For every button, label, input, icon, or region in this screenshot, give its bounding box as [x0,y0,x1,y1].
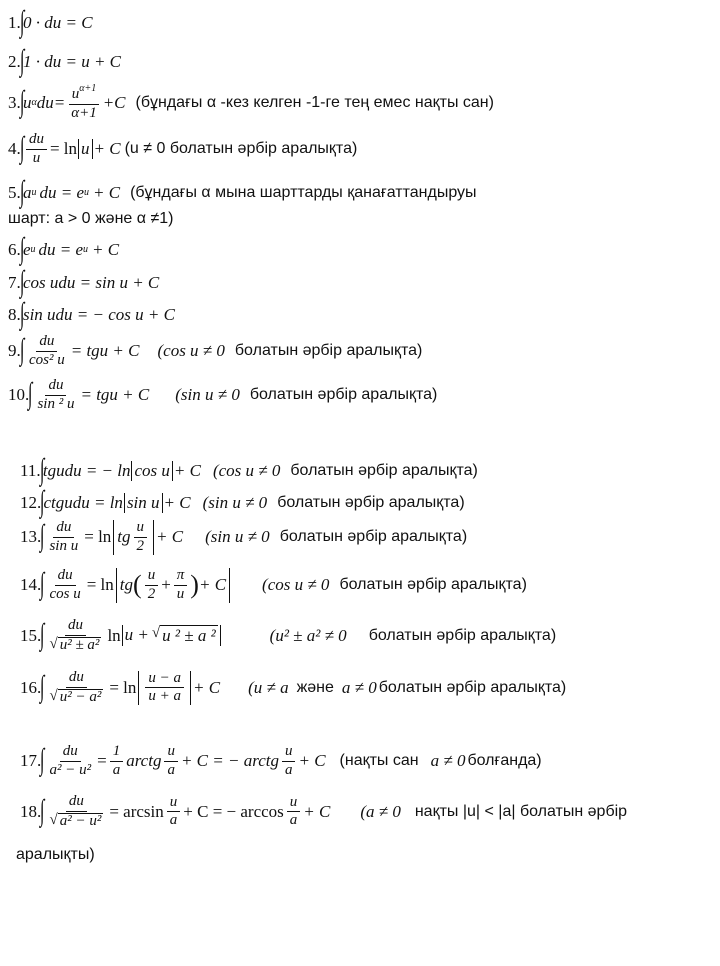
formula-note: болатын әрбір аралықта) [368,626,557,644]
formula-8 [8,297,175,330]
formula-number: 16. [20,677,42,697]
absolute-value [138,671,191,706]
formula-condition: (sin u ≠ 0 [175,385,240,405]
fraction-numerator: du [66,794,87,812]
formula-15 [20,618,556,654]
abs-content: u + [124,625,149,645]
argument-fraction-2 [287,795,301,830]
fraction-denominator: cos² u [28,351,65,368]
formula-number: 10. [8,385,30,405]
integral-sign: ∫ [40,485,45,518]
formula-lhs: tgudu = − ln [42,461,131,481]
formula-5 [8,175,477,208]
formula-rhs: +C [102,92,126,112]
formula-lhs: ctgudu = ln [43,493,123,513]
integral-sign: ∫ [19,5,25,38]
formula-rhs: + C [93,183,121,203]
inner-fraction [134,520,148,555]
fraction [68,84,100,122]
formula-18 [20,794,627,830]
argument-numerator: u [287,795,301,813]
inner-fraction-a [145,568,159,603]
exponent: u [31,187,37,199]
formula-joiner: және [296,678,334,696]
integral-sign: ∫ [39,453,44,486]
inner-denominator: u + a [148,688,182,705]
argument-numerator: u [282,744,296,762]
formula-11 [20,453,478,486]
coefficient-denominator: a [112,761,121,778]
formula-number: 14. [20,575,42,595]
formula-number: 5. [8,183,21,203]
integral-sign: ∫ [40,793,45,827]
formula-number: 3. [8,92,21,112]
fraction [46,794,106,830]
fraction-denominator: a² − u² [59,812,102,829]
formula-13 [20,520,467,555]
tg-function: tg [117,527,131,547]
fraction-numerator: du [65,618,86,636]
formula-3 [8,84,494,122]
formula-middle: du = e [39,183,84,203]
formula-18-continuation [16,846,95,864]
fraction-numerator: u [71,86,80,102]
fraction-denominator: sin ² u [37,395,75,412]
formula-number: 12. [20,493,42,513]
formula-condition: (cos u ≠ 0 [212,461,281,481]
formula-rhs: = tgu + C [80,385,150,405]
sqrt-denominator [46,812,106,830]
formula-middle: du = e [38,240,84,260]
formula-expression: 0 · du = C [22,13,93,33]
integral-sign: ∫ [40,567,45,601]
integral-sign: ∫ [40,743,45,777]
fraction-numerator: du [66,670,87,688]
formula-number: 7. [8,273,21,293]
formula-note: (бұндағы α мына шарттарды қанағаттандыруы [130,183,477,201]
plus-sign: + [161,575,171,595]
absolute-value [113,520,154,555]
fraction-numerator: du [36,334,57,352]
sqrt-denominator [46,636,104,654]
formula-note: шарт: a > 0 және α ≠1) [8,210,174,227]
formula-number: 13. [20,527,42,547]
formula-expression: cos udu = sin u + C [22,273,160,293]
fraction-denominator: u [32,149,41,166]
differential: du= [36,92,66,112]
inner-denominator: 2 [147,585,156,602]
argument-fraction [164,744,178,779]
integral-sign: ∫ [19,84,25,118]
formula-rhs: + C = − arccos [183,801,284,821]
formula-note: болғанда) [467,752,542,770]
formula-condition: (нақты сан [339,752,419,770]
exponent: u [84,187,89,199]
coefficient-fraction [110,744,124,779]
formula-note: болатын әрбір аралықта) [249,386,438,404]
fraction [46,670,106,706]
formula-condition: (cos u ≠ 0 [157,341,225,361]
formula-middle: = ln [86,575,114,595]
formula-expression: sin udu = − cos u + C [22,305,175,325]
formula-number: 6. [8,240,21,260]
formula-condition: (u² ± a² ≠ 0 [269,625,347,645]
formula-12 [20,485,465,518]
formula-5-continuation [8,210,173,228]
formula-condition: (sin u ≠ 0 [202,493,268,513]
formula-rhs: + C [92,240,120,260]
formula-expression: 1 · du = u + C [22,52,122,72]
formula-number: 18. [20,801,42,821]
fraction [46,618,104,654]
formula-rhs-end: + C [298,751,326,771]
formula-condition-2: a ≠ 0 [341,677,377,697]
formula-2 [8,44,122,77]
exponent: u [30,244,36,256]
formula-condition-2: a ≠ 0 [430,751,466,771]
fraction [46,520,81,555]
argument-numerator: u [167,795,181,813]
formula-note: болатын әрбір аралықта) [277,493,465,511]
formula-note: болатын әрбір аралықта) [290,461,478,479]
formula-middle: ln [107,625,121,645]
integral-sign: ∫ [19,175,25,208]
fraction [26,334,68,369]
fraction-denominator: u² ± a² [59,636,100,653]
integral-sign: ∫ [19,297,25,330]
argument-denominator: a [284,761,293,778]
integral-sign: ∫ [40,617,45,651]
radicand: u ² ± a ² [162,626,216,646]
left-paren: ( [133,570,142,600]
right-paren: ) [190,570,199,600]
exponent: α [31,97,37,108]
coefficient-numerator: 1 [110,744,124,762]
formula-number: 15. [20,625,42,645]
fraction-denominator: sin u [49,537,79,554]
formula-1 [8,5,93,38]
sqrt-sign: √ [49,635,58,652]
formula-note: болатын әрбір аралықта) [378,678,567,696]
sqrt-sign: √ [151,625,161,642]
formula-rhs: + C [156,527,184,547]
fraction-denominator: cos u [49,585,81,602]
formula-rhs: = tgu + C [70,341,140,361]
absolute-value: u [78,139,93,159]
formula-14 [20,568,527,603]
argument-denominator: a [169,812,178,829]
formula-rhs: + C [198,575,227,595]
inner-fraction [145,671,184,706]
sqrt-sign: √ [49,811,58,828]
integral-sign: ∫ [19,44,25,77]
integrand-base: e [22,240,31,260]
formula-10 [8,378,437,413]
formula-note: болатын әрбір аралықта) [279,528,468,546]
fraction-denominator: a² − u² [49,761,92,778]
absolute-value: cos u [131,461,172,481]
tg-function: tg [119,575,134,595]
inner-fraction-b [174,568,188,603]
fraction-denominator: u² − a² [59,688,102,705]
argument-fraction [167,795,181,830]
arctg-function: arctg [126,751,162,771]
absolute-value [122,625,221,646]
equals-sign: = [97,751,107,771]
sqrt-term [152,625,218,646]
formula-rhs-end: + C [303,801,331,821]
formula-number: 11. [20,461,41,481]
inner-denominator: 2 [136,537,145,554]
exponent: u [83,244,89,256]
integral-sign: ∫ [19,265,25,298]
integral-sign: ∫ [19,131,25,165]
argument-fraction-2 [282,744,296,779]
formula-rhs: + C [173,461,201,481]
formula-note: нақты |u| < |a| болатын әрбір [414,802,628,820]
formula-16 [20,670,566,706]
inner-numerator: u [145,568,159,586]
formula-9 [8,334,422,369]
equals-arcsin: = arcsin [109,801,164,821]
fraction-denominator: α+1 [71,104,97,121]
integral-sign: ∫ [40,669,45,703]
inner-numerator: u [134,520,148,538]
formula-rhs: + C = − arctg [180,751,279,771]
formula-rhs: = ln [49,139,78,159]
argument-denominator: a [289,812,298,829]
fraction [34,378,77,413]
inner-numerator: π [174,568,188,586]
formula-number: 2. [8,52,21,72]
formula-condition: (a ≠ 0 [360,801,401,821]
formula-17 [20,744,542,779]
integrand-base: a [22,183,32,203]
formula-number: 9. [8,341,21,361]
absolute-value: sin u [124,493,163,513]
formula-7 [8,265,160,298]
formula-condition: (sin u ≠ 0 [205,527,270,547]
fraction-numerator: du [55,568,76,586]
absolute-value [116,568,230,603]
integral-sign: ∫ [28,377,33,411]
integral-sign: ∫ [19,232,25,265]
fraction-numerator: du [26,132,47,150]
fraction-numerator: du [60,744,81,762]
formula-note: болатын әрбір аралықта) [234,342,423,360]
formula-note: (бұндағы α -кез келген -1-ге тең емес нақты сан) [135,93,494,111]
inner-numerator: u − a [145,671,184,689]
formula-4 [8,132,357,167]
sqrt-denominator [46,688,106,706]
formula-number: 4. [8,139,21,159]
formula-rhs: + C [163,493,191,513]
formula-condition: (cos u ≠ 0 [262,575,330,595]
fraction [46,568,83,603]
formula-condition: (u ≠ a [248,677,289,697]
formula-rhs: + C [193,677,221,697]
fraction [26,132,47,167]
formula-note: аралықты) [16,846,95,863]
formula-6 [8,232,120,265]
argument-numerator: u [164,744,178,762]
fraction-numerator: du [45,378,66,396]
integral-sign: ∫ [19,333,25,367]
formula-rhs-end: + C [93,139,121,159]
numerator-exponent: α+1 [79,83,97,94]
formula-middle: = ln [109,677,137,697]
formula-number: 17. [20,751,42,771]
formula-number: 1. [8,13,21,33]
inner-denominator: u [176,585,185,602]
formula-middle: = ln [84,527,112,547]
integrand-base: u [22,92,32,112]
fraction-numerator: du [53,520,74,538]
formula-note: (u ≠ 0 болатын әрбір аралықта) [124,140,358,158]
sqrt-sign: √ [49,687,58,704]
fraction [46,744,94,779]
argument-denominator: a [167,761,175,778]
formula-number: 8. [8,305,21,325]
formula-note: болатын әрбір аралықта) [339,576,527,594]
integral-sign: ∫ [40,519,45,553]
